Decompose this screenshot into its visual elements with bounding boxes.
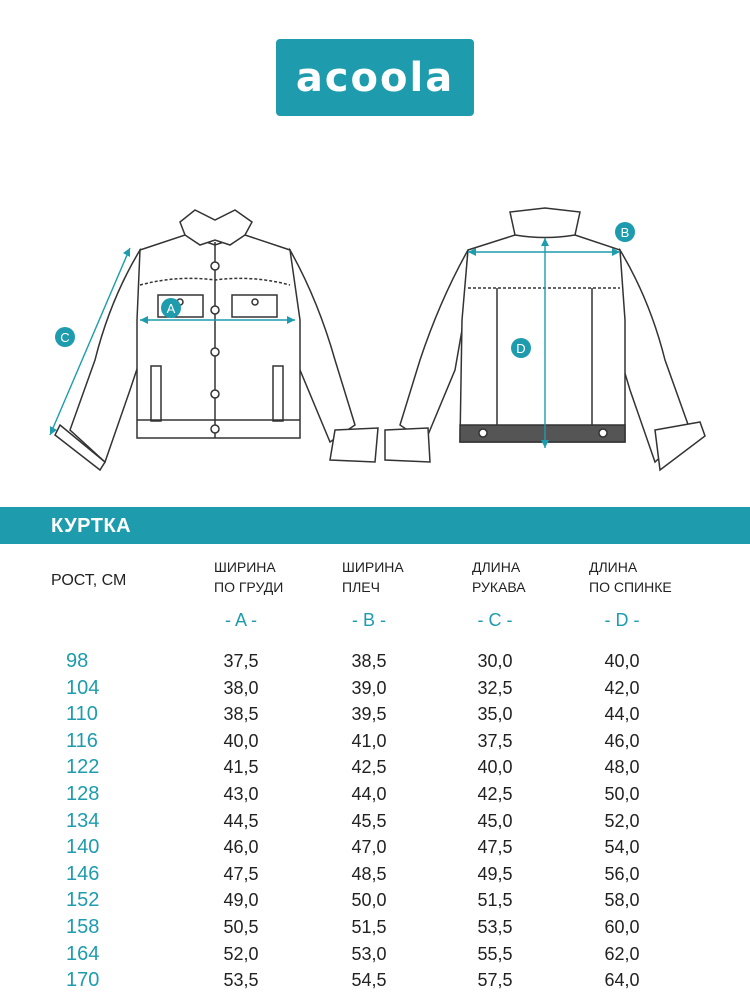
measurement-cell: 37,5 xyxy=(223,651,259,671)
height-cell: 116 xyxy=(66,729,98,752)
height-cell: 104 xyxy=(66,676,100,699)
column-letter-a: - A - xyxy=(224,610,257,630)
table-row xyxy=(0,728,750,755)
measurement-cell: 48,0 xyxy=(604,757,640,778)
column-header-shoulder-width xyxy=(342,557,404,597)
measurement-cell: 47,5 xyxy=(223,863,259,884)
column-header-line2: ПЛЕЧ xyxy=(342,579,380,595)
label-c xyxy=(55,327,75,347)
height-cell: 122 xyxy=(66,756,100,779)
column-header-line1: ДЛИНА xyxy=(589,559,638,575)
measurement-cell: 49,5 xyxy=(477,863,513,884)
column-header-line1: ШИРИНА xyxy=(214,559,276,575)
column-header-sleeve-length xyxy=(472,557,526,597)
svg-text:B: B xyxy=(620,225,630,240)
column-header-back-length xyxy=(589,557,672,597)
measurement-cell: 53,5 xyxy=(477,916,513,937)
measurement-cell: 38,0 xyxy=(223,677,259,698)
measurement-cell: 41,5 xyxy=(223,757,259,778)
table-row xyxy=(0,834,750,861)
measurement-cell: 30,0 xyxy=(477,651,513,671)
section-banner xyxy=(0,507,750,544)
jacket-drawing xyxy=(0,180,750,480)
measurement-cell: 57,5 xyxy=(477,970,513,991)
height-cell: 170 xyxy=(66,969,100,992)
measurement-cell: 43,0 xyxy=(223,783,259,804)
height-column-header: РОСТ, СМ xyxy=(51,572,127,589)
measurement-cell: 39,5 xyxy=(351,704,387,725)
measurement-cell: 44,0 xyxy=(604,704,640,725)
measurement-cell: 44,0 xyxy=(351,783,387,804)
measurement-cell: 51,5 xyxy=(477,890,513,911)
label-b xyxy=(615,222,635,242)
brand-logo xyxy=(276,39,474,116)
measurement-cell: 55,5 xyxy=(477,943,513,964)
column-header-line2: РУКАВА xyxy=(472,579,526,595)
measurement-cell: 40,0 xyxy=(477,757,513,778)
measurement-cell: 45,5 xyxy=(351,810,387,831)
measurement-cell: 50,0 xyxy=(351,890,387,911)
table-row xyxy=(0,754,750,781)
measurement-cell: 42,5 xyxy=(351,757,387,778)
measurement-cell: 46,0 xyxy=(604,730,640,751)
measurement-cell: 47,0 xyxy=(351,837,387,858)
table-row xyxy=(0,675,750,702)
measurement-cell: 41,0 xyxy=(351,730,387,751)
measurement-cell: 53,0 xyxy=(351,943,387,964)
height-cell: 146 xyxy=(66,862,100,885)
measurement-cell: 62,0 xyxy=(604,943,640,964)
measurement-cell: 35,0 xyxy=(477,704,513,725)
column-header-line2: ПО СПИНКЕ xyxy=(589,579,672,595)
table-row xyxy=(0,914,750,941)
measurement-cell: 50,0 xyxy=(604,783,640,804)
label-a xyxy=(161,298,181,318)
measurement-cell: 50,5 xyxy=(223,916,259,937)
measurement-cell: 38,5 xyxy=(223,704,259,725)
label-d xyxy=(511,338,531,358)
column-letter-c: - C - xyxy=(477,610,513,630)
measurement-cell: 42,5 xyxy=(477,783,513,804)
height-cell: 164 xyxy=(66,942,100,965)
column-header-line2: ПО ГРУДИ xyxy=(214,579,284,595)
height-cell: 158 xyxy=(66,915,100,938)
table-row xyxy=(0,861,750,888)
measurement-cell: 39,0 xyxy=(351,677,387,698)
height-cell: 134 xyxy=(66,809,100,832)
measurement-cell: 54,0 xyxy=(604,837,640,858)
column-header-line1: ДЛИНА xyxy=(472,559,521,575)
svg-text:A: A xyxy=(166,301,176,316)
measurement-cell: 58,0 xyxy=(604,890,640,911)
column-letter-d: - D - xyxy=(604,610,640,630)
measurement-cell: 51,5 xyxy=(351,916,387,937)
column-letter-b: - B - xyxy=(352,610,386,630)
table-row xyxy=(0,808,750,835)
height-cell: 152 xyxy=(66,889,100,912)
section-title: КУРТКА xyxy=(51,515,132,537)
measurement-cell: 49,0 xyxy=(223,890,259,911)
height-cell: 128 xyxy=(66,782,100,805)
measurement-cell: 52,0 xyxy=(223,943,259,964)
measurement-cell: 32,5 xyxy=(477,677,513,698)
measurement-cell: 42,0 xyxy=(604,677,640,698)
measurement-cell: 46,0 xyxy=(223,837,259,858)
measurement-cell: 52,0 xyxy=(604,810,640,831)
svg-text:C: C xyxy=(60,330,70,345)
measurement-cell: 40,0 xyxy=(223,730,259,751)
table-row xyxy=(0,648,750,675)
table-row xyxy=(0,941,750,968)
measurement-cell: 47,5 xyxy=(477,837,513,858)
table-row xyxy=(0,887,750,914)
column-header-chest-width xyxy=(214,557,283,597)
measurement-cell: 37,5 xyxy=(477,730,513,751)
measurement-cell: 56,0 xyxy=(604,863,640,884)
measurement-cell: 38,5 xyxy=(351,651,387,671)
measurement-cell: 40,0 xyxy=(604,651,640,671)
column-header-line1: ШИРИНА xyxy=(342,559,404,575)
measurement-cell: 54,5 xyxy=(351,970,387,991)
logo-text: acoola xyxy=(295,54,455,101)
height-cell: 98 xyxy=(66,650,89,672)
size-table xyxy=(0,648,750,994)
table-row xyxy=(0,701,750,728)
measurement-cell: 53,5 xyxy=(223,970,259,991)
measurement-cell: 60,0 xyxy=(604,916,640,937)
height-cell: 140 xyxy=(66,836,100,859)
table-row xyxy=(0,967,750,994)
measurement-cell: 45,0 xyxy=(477,810,513,831)
table-row xyxy=(0,781,750,808)
jacket-front-view xyxy=(55,210,378,470)
measurement-cell: 64,0 xyxy=(604,970,640,991)
measurement-cell: 44,5 xyxy=(223,810,259,831)
svg-text:D: D xyxy=(516,341,526,356)
measurement-cell: 48,5 xyxy=(351,863,387,884)
height-cell: 110 xyxy=(66,703,98,726)
